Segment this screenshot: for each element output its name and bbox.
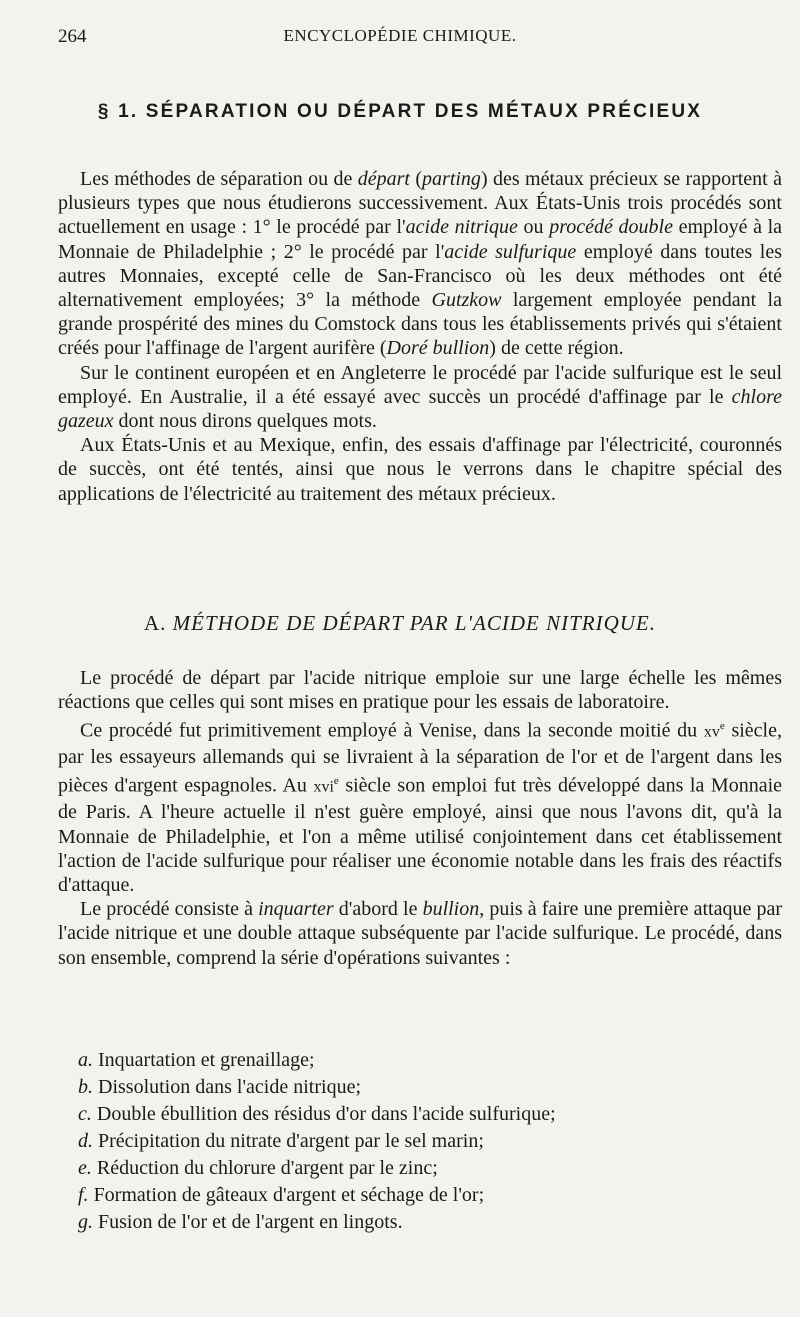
body-text <box>58 666 782 970</box>
italic-term: bullion <box>422 898 480 921</box>
superscript: e <box>333 775 339 788</box>
list-item <box>78 1074 778 1101</box>
list-text: Double ébullition des résidus d'or dans l'acide sulfurique; <box>96 1103 556 1125</box>
list-marker: g. <box>78 1211 93 1233</box>
list-text: Dissolution dans l'acide nitrique; <box>98 1076 362 1098</box>
text-run: Sur le continent européen et en Angleterre le procédé par l'acide sulfurique est le seul employé. En Australie, il a été essayé avec succès un procédé d'affinage par le <box>58 361 782 408</box>
paragraph <box>58 167 782 361</box>
subsection-title <box>58 611 742 636</box>
list-marker: f. <box>78 1184 89 1206</box>
list-text: Fusion de l'or et de l'argent en lingots. <box>98 1211 403 1233</box>
subsection-label: MÉTHODE DE DÉPART PAR L'ACIDE NITRIQUE. <box>172 611 656 635</box>
subsection-letter: A. <box>144 611 167 635</box>
paragraph: Aux États-Unis et au Mexique, enfin, des essais d'affinage par l'électricité, couronnés de succès, ont été tentés, ainsi que nous le verrons dans le chapitre spécial des applications de l'électricité au traitement des métaux précieux. <box>58 434 782 505</box>
text-run: siècle, par les essayeurs allemands qui se livraient à la séparation de l'or et de l'argent dans les pièces d'argent espagnoles. Au <box>58 720 782 798</box>
paragraph <box>58 714 782 897</box>
italic-term: Gutzkow <box>431 289 502 312</box>
list-item <box>78 1209 778 1236</box>
text-run: ou <box>517 216 550 239</box>
text-run: ( <box>409 168 423 190</box>
text-run: ) des métaux précieux se rapportent à plusieurs types que nous étudierons successivement. Aux États-Unis trois procédés sont actuellement en usage : 1° le procédé par l' <box>58 168 782 239</box>
text-run: employé dans toutes les autres Monnaies, excepté celle de San-Francisco où les deux méthodes ont été alternativement employées; 3° la méthode <box>58 240 782 312</box>
italic-term: chlore gazeux <box>58 385 782 433</box>
italic-term: acide nitrique <box>405 216 518 239</box>
page-number: 264 <box>58 26 87 47</box>
text-run: siècle son emploi fut très développé dans la Monnaie de Paris. A l'heure actuelle il n'est guère employé, ainsi que nous l'avons dit, qu'à la Monnaie de Philadelphie, et l'on a même utilisé conjointement dans cet établissement l'action de l'acide sulfurique pour réaliser une économie notable dans les frais des réactifs d'attaque. <box>58 775 783 896</box>
italic-term: départ <box>357 168 410 190</box>
italic-term: inquarter <box>258 898 334 921</box>
text-run: Le procédé consiste à <box>80 898 259 921</box>
intro-text <box>58 167 782 506</box>
italic-term: Doré bullion <box>386 337 490 360</box>
list-marker: b. <box>78 1076 93 1098</box>
list-text: Réduction du chlorure d'argent par le zinc; <box>96 1157 438 1179</box>
text-run: , puis à faire une première attaque par l'acide nitrique et une double attaque subséquente par l'acide sulfurique. Le procédé, dans son ensemble, comprend la série d'opérations suivantes : <box>58 898 783 969</box>
list-item <box>78 1047 778 1074</box>
list-text: Précipitation du nitrate d'argent par le sel marin; <box>98 1130 484 1152</box>
superscript: e <box>719 720 725 733</box>
page-header <box>58 26 742 52</box>
text-run: dont nous dirons quelques mots. <box>113 410 377 433</box>
section-title: § 1. SÉPARATION OU DÉPART DES MÉTAUX PRÉCIEUX <box>97 101 703 122</box>
list-marker: c. <box>78 1103 92 1125</box>
list-text: Formation de gâteaux d'argent et séchage de l'or; <box>93 1184 485 1206</box>
century-numeral: xv <box>703 724 720 742</box>
text-run: d'abord le <box>333 898 423 921</box>
paragraph <box>58 897 782 970</box>
list-item <box>78 1155 778 1182</box>
list-item <box>78 1182 778 1209</box>
italic-term: acide sulfurique <box>444 240 577 263</box>
operations-list <box>78 1047 778 1236</box>
text-run: employé à la Monnaie de Philadelphie ; 2° le procédé par l' <box>58 216 783 263</box>
list-text: Inquartation et grenaillage; <box>98 1049 315 1071</box>
list-item <box>78 1128 778 1155</box>
list-marker: a. <box>78 1049 93 1071</box>
text-run: ) de cette région. <box>489 337 624 360</box>
list-marker: e. <box>78 1157 92 1179</box>
text-run: Les méthodes de séparation ou de <box>80 168 358 190</box>
century-numeral: xvi <box>313 779 334 797</box>
list-marker: d. <box>78 1130 93 1152</box>
list-item <box>78 1101 778 1128</box>
italic-term: parting <box>422 168 481 190</box>
italic-term: procédé double <box>549 216 673 239</box>
running-head: ENCYCLOPÉDIE CHIMIQUE. <box>283 26 517 45</box>
text-run: largement employée pendant la grande prospérité des mines du Comstock dans tous les établissements privés qui s'étaient créés pour l'affinage de l'argent aurifère ( <box>58 289 782 360</box>
paragraph: Le procédé de départ par l'acide nitrique emploie sur une large échelle les mêmes réactions que celles qui sont mises en pratique pour les essais de laboratoire. <box>58 667 782 714</box>
text-run: Ce procédé fut primitivement employé à Venise, dans la seconde moitié du <box>80 720 704 743</box>
paragraph <box>58 361 782 434</box>
